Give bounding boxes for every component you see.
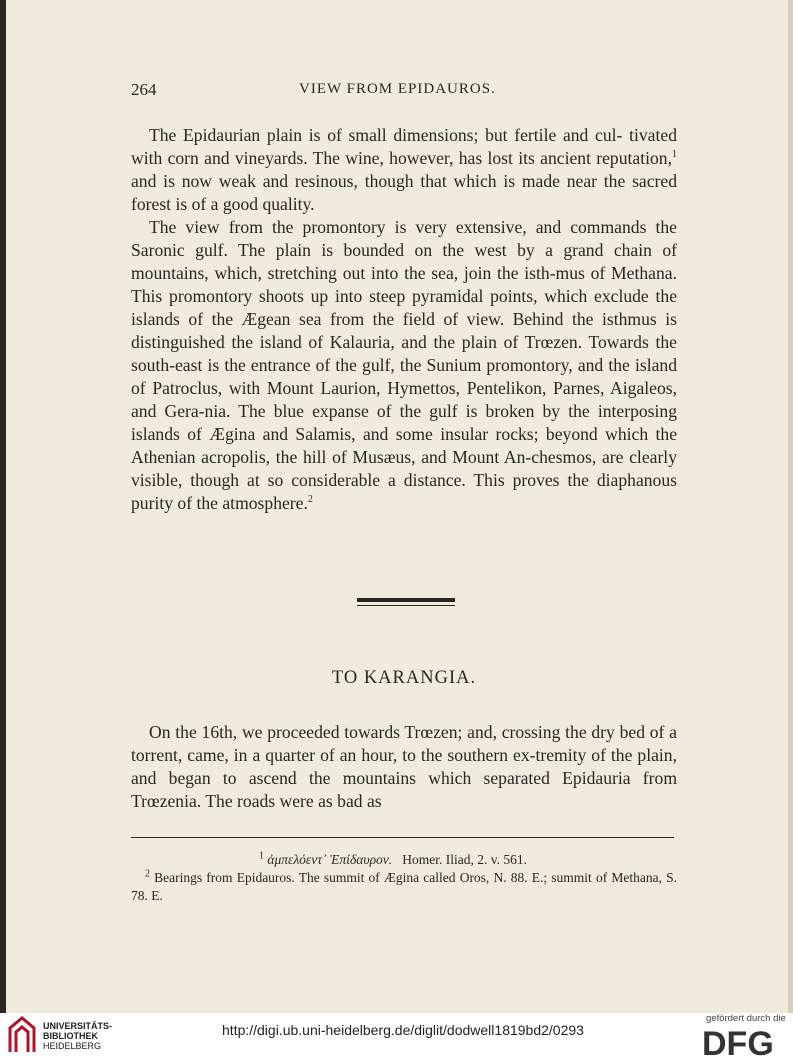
paragraph-1 — [131, 124, 677, 216]
funding-note: gefördert durch die — [706, 1013, 786, 1024]
page-number: 264 — [131, 80, 157, 99]
library-name — [43, 1021, 112, 1051]
footnote-1-marker: 1 — [259, 850, 264, 862]
footnote-rule — [131, 837, 674, 838]
main-text-lower — [131, 721, 677, 813]
section-divider — [357, 598, 455, 606]
footnote-2-marker: 2 — [145, 868, 150, 880]
library-name-line-3: HEIDELBERG — [43, 1041, 102, 1051]
footnote-2-text: Bearings from Epidauros. The summit of Ægina called Oros, N. 88. E.; summit of Methana, S. 78. E. — [131, 870, 677, 903]
library-name-line-2: BIBLIOTHEK — [43, 1031, 98, 1041]
p2-text: The view from the promontory is very extensive, and commands the Saronic gulf. The plain is bounded on the west by a grand chain of mountains, which, stretching out into the sea, join the isth-mus of Methana. This promontory shoots up into steep pyramidal points, which exclude the islands of the Ægean sea from the field of view. Behind the isthmus is distinguished the island of Kalauria, and the plain of Trœzen. Towards the south-east is the entrance of the gulf, the Sunium promontory, and the island of Patroclus, with Mount Laurion, Hymettos, Pentelikon, Parnes, Aigaleos, and Gera-nia. The blue expanse of the gulf is broken by the interposing islands of Ægina and Salamis, and some insular rocks; beyond which the Athenian acropolis, the hill of Musæus, and Mount An-chesmos, are clearly visible, though at so considerable a distance. This proves the diaphanous purity of the atmosphere. — [131, 217, 677, 513]
p1-line-3b: and is now weak and resinous, though that — [131, 171, 447, 191]
footnote-2 — [131, 869, 677, 905]
paragraph-3: On the 16th, we proceeded towards Trœzen; and, crossing the dry bed of a torrent, came, in a quarter of an hour, to the southern ex-tremity of the plain, and began to ascend the mountains which separated Epidauria from Trœzenia. The roads were as bad as — [131, 722, 677, 811]
p1-line-1: The Epidaurian plain is of small dimensions; but fertile and cul- — [149, 125, 623, 145]
main-text-upper — [131, 124, 677, 515]
footnote-1-text: Homer. Iliad, 2. v. 561. — [402, 852, 528, 867]
page-header — [131, 80, 677, 102]
footnote-ref-1: 1 — [671, 149, 677, 161]
running-title: VIEW FROM EPIDAUROS. — [299, 81, 496, 97]
p1-line-3a: ancient reputation, — [540, 148, 672, 168]
p1-line-2: tivated with corn and vineyards. The wine, however, has lost its — [131, 125, 677, 168]
footnote-1 — [131, 851, 677, 869]
footnote-1-greek: ἀμπελόεντ᾽ Ἐπίδαυρον. — [267, 852, 393, 867]
permalink-url[interactable]: http://digi.ub.uni-heidelberg.de/diglit/dodwell1819bd2/0293 — [222, 1022, 584, 1038]
library-name-line-1: UNIVERSITÄTS- — [43, 1021, 113, 1031]
p1-line-4: which is made near the sacred forest is of a good quality. — [131, 171, 677, 214]
footer-bar — [0, 1013, 793, 1063]
section-heading: TO KARANGIA. — [331, 668, 477, 688]
divider-thick-line — [357, 598, 455, 602]
dfg-logo-text: DFG — [702, 1025, 774, 1059]
paragraph-2 — [131, 216, 677, 515]
dfg-logo-icon — [700, 1025, 786, 1059]
footnote-ref-2: 2 — [307, 494, 313, 506]
university-library-logo-icon — [8, 1016, 38, 1054]
divider-thin-line — [357, 605, 455, 606]
footnotes — [131, 851, 677, 905]
